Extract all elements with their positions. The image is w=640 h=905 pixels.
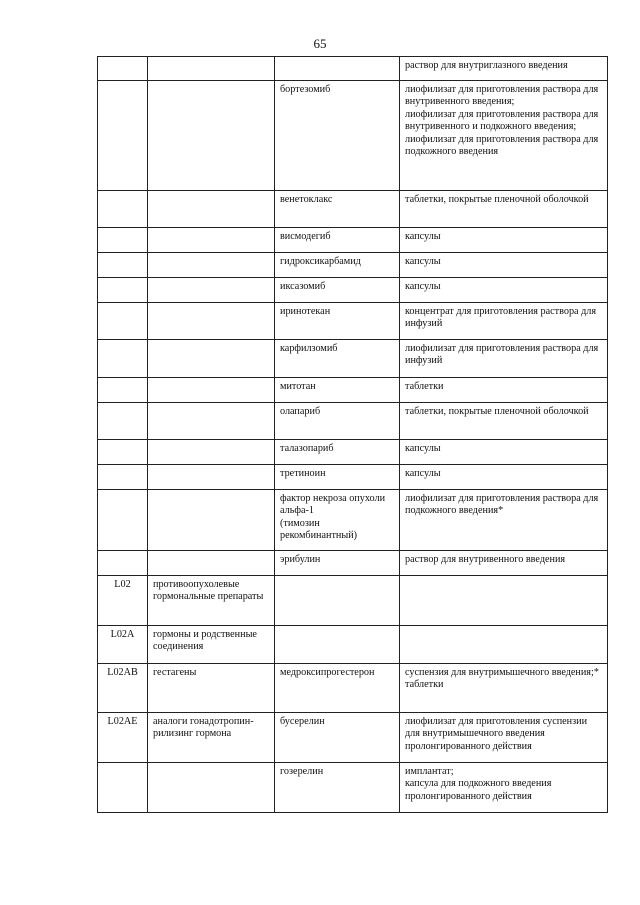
group-name-cell xyxy=(148,253,275,278)
drug-name-cell: венетоклакс xyxy=(275,191,400,228)
drug-name-cell: карфилзомиб xyxy=(275,340,400,378)
atc-code-cell xyxy=(98,228,148,253)
dosage-form-cell: раствор для внутривенного введения xyxy=(400,551,608,576)
drug-name-cell: митотан xyxy=(275,378,400,403)
atc-code-cell xyxy=(98,763,148,813)
group-name-cell xyxy=(148,228,275,253)
atc-code-cell xyxy=(98,465,148,490)
group-name-cell xyxy=(148,440,275,465)
table-row xyxy=(98,551,608,576)
atc-code-cell xyxy=(98,191,148,228)
table-row xyxy=(98,713,608,763)
dosage-form-cell: имплантат; капсула для подкожного введения пролонгированного действия xyxy=(400,763,608,813)
dosage-form-cell: таблетки, покрытые пленочной оболочкой xyxy=(400,191,608,228)
group-name-cell: гестагены xyxy=(148,664,275,713)
table-row xyxy=(98,403,608,440)
atc-code-cell xyxy=(98,378,148,403)
group-name-cell: гормоны и родственные соединения xyxy=(148,626,275,664)
dosage-form-cell: таблетки, покрытые пленочной оболочкой xyxy=(400,403,608,440)
group-name-cell xyxy=(148,490,275,551)
group-name-cell: аналоги гонадотропин-рилизинг гормона xyxy=(148,713,275,763)
dosage-form-cell xyxy=(400,626,608,664)
drug-name-cell: талазопариб xyxy=(275,440,400,465)
group-name-cell xyxy=(148,81,275,191)
dosage-form-cell: лиофилизат для приготовления раствора для инфузий xyxy=(400,340,608,378)
dosage-form-cell: капсулы xyxy=(400,465,608,490)
group-name-cell xyxy=(148,403,275,440)
group-name-cell xyxy=(148,340,275,378)
table-row xyxy=(98,664,608,713)
drug-name-cell: гидроксикарбамид xyxy=(275,253,400,278)
table-row xyxy=(98,191,608,228)
drug-name-cell xyxy=(275,57,400,81)
drug-name-cell: гозерелин xyxy=(275,763,400,813)
drug-name-cell xyxy=(275,576,400,626)
dosage-form-cell: капсулы xyxy=(400,253,608,278)
atc-code-cell: L02AB xyxy=(98,664,148,713)
atc-code-cell xyxy=(98,303,148,340)
group-name-cell xyxy=(148,551,275,576)
atc-code-cell xyxy=(98,340,148,378)
drug-name-cell: иринотекан xyxy=(275,303,400,340)
drug-name-cell: третиноин xyxy=(275,465,400,490)
table-row xyxy=(98,81,608,191)
group-name-cell xyxy=(148,303,275,340)
drug-name-cell xyxy=(275,626,400,664)
atc-code-cell xyxy=(98,57,148,81)
group-name-cell xyxy=(148,763,275,813)
page-number: 65 xyxy=(313,36,327,51)
drug-name-cell: висмодегиб xyxy=(275,228,400,253)
dosage-form-cell: лиофилизат для приготовления раствора для внутривенного введения; лиофилизат для приготовления раствора для внутривенного и подкожного введения; лиофилизат для приготовления раствора для подкожного введения xyxy=(400,81,608,191)
table-row xyxy=(98,228,608,253)
drug-name-cell: иксазомиб xyxy=(275,278,400,303)
table-row xyxy=(98,278,608,303)
group-name-cell xyxy=(148,57,275,81)
drug-name-cell: бусерелин xyxy=(275,713,400,763)
medication-table xyxy=(97,56,608,813)
table-row xyxy=(98,378,608,403)
table-row xyxy=(98,440,608,465)
table-row xyxy=(98,576,608,626)
dosage-form-cell: капсулы xyxy=(400,228,608,253)
atc-code-cell xyxy=(98,440,148,465)
atc-code-cell: L02A xyxy=(98,626,148,664)
atc-code-cell xyxy=(98,403,148,440)
group-name-cell xyxy=(148,378,275,403)
table-body xyxy=(98,57,608,813)
dosage-form-cell: суспензия для внутримышечного введения;* таблетки xyxy=(400,664,608,713)
table-row xyxy=(98,490,608,551)
drug-name-cell: фактор некроза опухоли альфа-1 (тимозин рекомбинантный) xyxy=(275,490,400,551)
dosage-form-cell: капсулы xyxy=(400,440,608,465)
dosage-form-cell: концентрат для приготовления раствора для инфузий xyxy=(400,303,608,340)
atc-code-cell xyxy=(98,253,148,278)
table-row xyxy=(98,253,608,278)
dosage-form-cell: лиофилизат для приготовления раствора для подкожного введения* xyxy=(400,490,608,551)
atc-code-cell xyxy=(98,81,148,191)
group-name-cell xyxy=(148,465,275,490)
table-row xyxy=(98,340,608,378)
dosage-form-cell: раствор для внутриглазного введения xyxy=(400,57,608,81)
group-name-cell: противоопухолевые гормональные препараты xyxy=(148,576,275,626)
drug-name-cell: медроксипрогестерон xyxy=(275,664,400,713)
dosage-form-cell: лиофилизат для приготовления суспензии для внутримышечного введения пролонгированного действия xyxy=(400,713,608,763)
table-row xyxy=(98,303,608,340)
atc-code-cell xyxy=(98,278,148,303)
table-row xyxy=(98,465,608,490)
drug-name-cell: олапариб xyxy=(275,403,400,440)
dosage-form-cell xyxy=(400,576,608,626)
table-row xyxy=(98,763,608,813)
drug-name-cell: бортезомиб xyxy=(275,81,400,191)
atc-code-cell: L02AE xyxy=(98,713,148,763)
group-name-cell xyxy=(148,191,275,228)
atc-code-cell: L02 xyxy=(98,576,148,626)
dosage-form-cell: капсулы xyxy=(400,278,608,303)
table-row xyxy=(98,57,608,81)
atc-code-cell xyxy=(98,490,148,551)
atc-code-cell xyxy=(98,551,148,576)
table-row xyxy=(98,626,608,664)
drug-name-cell: эрибулин xyxy=(275,551,400,576)
dosage-form-cell: таблетки xyxy=(400,378,608,403)
group-name-cell xyxy=(148,278,275,303)
